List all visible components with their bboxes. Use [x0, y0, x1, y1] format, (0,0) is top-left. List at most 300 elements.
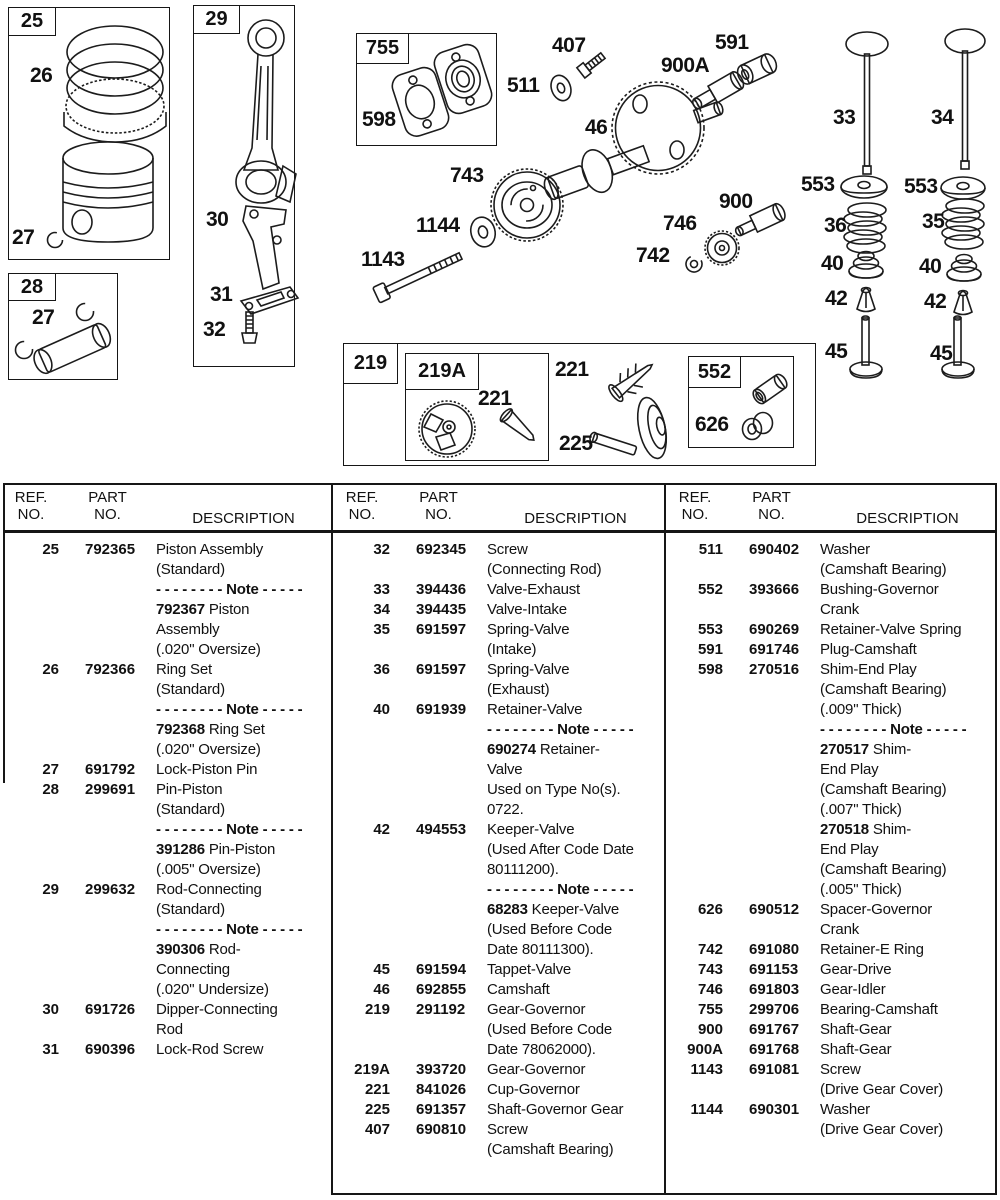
- ref-no-cell: 33: [373, 581, 390, 598]
- table-row: [3, 860, 331, 880]
- part-no-cell: [59, 920, 156, 940]
- ref-no-cell: 26: [42, 661, 59, 678]
- description-cell: Bushing-Governor: [820, 581, 939, 598]
- part-no-cell: [723, 780, 820, 800]
- table-row: [334, 680, 664, 700]
- description-cell: Piston Assembly: [156, 541, 264, 558]
- part-no-cell: [390, 860, 487, 880]
- ref-no-cell: 626: [697, 901, 723, 918]
- description-cell: - - - - - - - - Note - - - - -: [156, 581, 303, 598]
- ref-no-cell: [334, 920, 390, 940]
- drive-gear-washer-illustration: [468, 214, 499, 249]
- table-row: [667, 980, 995, 1000]
- description-cell: (Camshaft Bearing): [820, 681, 947, 698]
- callout-598: 598: [362, 108, 396, 131]
- callout-32: 32: [203, 318, 226, 341]
- part-no-cell: [59, 960, 156, 980]
- ref-no-cell: 221: [364, 1081, 390, 1098]
- description-cell: Bearing-Camshaft: [820, 1001, 938, 1018]
- part-no-cell: [59, 700, 156, 720]
- ref-no-cell: 34: [373, 601, 390, 618]
- ref-no-cell: [3, 640, 59, 660]
- table-row: [3, 660, 331, 680]
- table-row: [3, 580, 331, 600]
- table-border-right: [995, 483, 997, 1195]
- ref-no-cell: 27: [42, 761, 59, 778]
- ref-no-cell: [334, 560, 390, 580]
- ref-no-cell: 32: [373, 541, 390, 558]
- description-header: DESCRIPTION: [856, 510, 959, 527]
- part-no-cell: [59, 740, 156, 760]
- part-no-cell: 692345: [416, 541, 467, 558]
- exhaust-valve-spring-illustration: [844, 203, 886, 253]
- ref-no-cell: [667, 700, 723, 720]
- table-row: [3, 900, 331, 920]
- callout-31: 31: [210, 283, 233, 306]
- ref-no-cell: 1143: [690, 1061, 723, 1078]
- table-row: [3, 560, 331, 580]
- group-box-29: [193, 5, 295, 367]
- table-divider-1: [331, 483, 333, 1195]
- description-cell: Screw: [487, 541, 528, 558]
- description-cell: Washer: [820, 1101, 870, 1118]
- description-cell: - - - - - - - - Note - - - - -: [820, 721, 967, 738]
- table-row: [667, 740, 995, 760]
- description-cell: (Drive Gear Cover): [820, 1121, 944, 1138]
- description-cell: 690274 Retainer-: [487, 741, 600, 758]
- part-no-cell: [723, 740, 820, 760]
- callout-45: 45: [930, 342, 953, 365]
- part-no-cell: [390, 720, 487, 740]
- part-no-cell: 691081: [749, 1061, 800, 1078]
- description-cell: Dipper-Connecting: [156, 1001, 278, 1018]
- table-row: [3, 1000, 331, 1020]
- part-no-cell: [723, 600, 820, 620]
- description-cell: Spring-Valve: [487, 661, 570, 678]
- part-no-cell: [390, 760, 487, 780]
- part-no-cell: 691768: [749, 1041, 800, 1058]
- part-no-cell: 691080: [749, 941, 800, 958]
- description-cell: Valve-Intake: [487, 601, 567, 618]
- ref-no-cell: [334, 740, 390, 760]
- callout-46: 46: [585, 116, 608, 139]
- table-row: [334, 1080, 664, 1100]
- part-no-cell: 393666: [749, 581, 800, 598]
- ref-no-cell: 511: [698, 541, 723, 558]
- ref-no-cell: 40: [373, 701, 390, 718]
- callout-45: 45: [825, 340, 848, 363]
- ref-no-cell: [334, 900, 390, 920]
- part-no-cell: [723, 840, 820, 860]
- table-row: [667, 760, 995, 780]
- part-no-cell: 691767: [749, 1021, 800, 1038]
- part-no-cell: 690810: [416, 1121, 467, 1138]
- table-row: [334, 1060, 664, 1080]
- ref-no-cell: 30: [42, 1001, 59, 1018]
- callout-221: 221: [555, 358, 589, 381]
- description-cell: (Camshaft Bearing): [820, 861, 947, 878]
- valve-tappet-left-illustration: [850, 316, 882, 378]
- ref-no-cell: [3, 940, 59, 960]
- ref-no-cell: 598: [697, 661, 723, 678]
- part-no-cell: 299706: [749, 1001, 800, 1018]
- column-2-header: REF. NO. PART NO. DESCRIPTION: [334, 483, 664, 527]
- ref-no-cell: [3, 920, 59, 940]
- column-3-body: [667, 540, 995, 1140]
- description-cell: Screw: [820, 1061, 861, 1078]
- table-row: [334, 800, 664, 820]
- callout-511: 511: [507, 74, 540, 97]
- description-cell: 0722.: [487, 801, 524, 818]
- group-box-25: [8, 7, 170, 260]
- part-no-cell: [59, 980, 156, 1000]
- part-no-cell: [390, 560, 487, 580]
- part-no-cell: 299691: [85, 781, 136, 798]
- ref-no-header: REF.: [678, 489, 712, 506]
- table-row: [334, 860, 664, 880]
- table-row: [3, 720, 331, 740]
- table-row: [334, 580, 664, 600]
- callout-33: 33: [833, 106, 856, 129]
- group-box-219A-label: 219A: [406, 354, 479, 390]
- table-row: [667, 1000, 995, 1020]
- part-no-cell: 691792: [85, 761, 136, 778]
- part-no-cell: 494553: [416, 821, 467, 838]
- description-cell: - - - - - - - - Note - - - - -: [487, 721, 634, 738]
- table-row: [667, 820, 995, 840]
- description-cell: (Standard): [156, 561, 225, 578]
- description-cell: Cup-Governor: [487, 1081, 580, 1098]
- ref-no-cell: [3, 980, 59, 1000]
- part-no-cell: [390, 1140, 487, 1160]
- description-cell: Spring-Valve: [487, 621, 570, 638]
- column-1-body: [3, 540, 331, 1060]
- part-no-cell: 691594: [416, 961, 467, 978]
- table-row: [3, 980, 331, 1000]
- description-cell: Rod-Connecting: [156, 881, 262, 898]
- group-box-28-label: 28: [9, 274, 56, 301]
- ref-no-cell: 553: [697, 621, 723, 638]
- part-no-cell: [390, 800, 487, 820]
- description-cell: Used on Type No(s).: [487, 781, 621, 798]
- part-no-cell: 690269: [749, 621, 800, 638]
- description-cell: Valve-Exhaust: [487, 581, 581, 598]
- ref-no-cell: [3, 580, 59, 600]
- description-cell: (Standard): [156, 901, 225, 918]
- ref-no-cell: [334, 640, 390, 660]
- table-row: [667, 660, 995, 680]
- part-no-cell: 291192: [416, 1001, 466, 1018]
- ref-no-cell: [334, 880, 390, 900]
- callout-591: 591: [715, 31, 749, 54]
- part-no-cell: [390, 740, 487, 760]
- ref-no-cell: [3, 680, 59, 700]
- ref-no-cell: 219A: [354, 1061, 390, 1078]
- callout-225: 225: [559, 432, 593, 455]
- table-row: [334, 920, 664, 940]
- group-box-755-label: 755: [357, 34, 409, 64]
- part-no-cell: [59, 720, 156, 740]
- ref-no-cell: [3, 700, 59, 720]
- ref-no-cell: [667, 600, 723, 620]
- part-no-cell: 270516: [749, 661, 800, 678]
- description-cell: Tappet-Valve: [487, 961, 572, 978]
- table-row: [3, 700, 331, 720]
- part-no-cell: [723, 760, 820, 780]
- part-no-cell: [59, 800, 156, 820]
- ref-no-cell: [667, 1080, 723, 1100]
- description-cell: 270518 Shim-: [820, 821, 911, 838]
- table-row: [334, 720, 664, 740]
- part-no-cell: [723, 700, 820, 720]
- parts-column-1: [3, 483, 331, 1060]
- part-no-cell: 691939: [416, 701, 467, 718]
- table-row: [667, 900, 995, 920]
- part-no-cell: [59, 580, 156, 600]
- table-row: [334, 660, 664, 680]
- part-no-cell: [390, 880, 487, 900]
- part-no-cell: 690301: [749, 1101, 800, 1118]
- table-row: [667, 1080, 995, 1100]
- intake-valve-spring-illustration: [942, 199, 984, 249]
- table-row: [3, 840, 331, 860]
- valve-keeper-left-illustration: [857, 288, 875, 312]
- part-no-cell: [390, 780, 487, 800]
- ref-no-cell: 407: [364, 1121, 390, 1138]
- description-cell: Shaft-Gear: [820, 1021, 892, 1038]
- description-cell: (Connecting Rod): [487, 561, 602, 578]
- description-header: DESCRIPTION: [192, 510, 295, 527]
- callout-626: 626: [695, 413, 729, 436]
- table-row: [667, 800, 995, 820]
- description-cell: (.005" Thick): [820, 881, 902, 898]
- exploded-view-diagram: [0, 0, 1000, 483]
- table-row: [667, 1040, 995, 1060]
- callout-35: 35: [922, 210, 945, 233]
- table-row: [334, 1040, 664, 1060]
- part-no-cell: [59, 620, 156, 640]
- table-row: [3, 740, 331, 760]
- callout-40: 40: [821, 252, 844, 275]
- table-row: [667, 720, 995, 740]
- description-cell: Lock-Rod Screw: [156, 1041, 264, 1058]
- part-no-cell: 690402: [749, 541, 800, 558]
- ref-no-cell: [3, 840, 59, 860]
- part-no-cell: [723, 560, 820, 580]
- group-box-552-label: 552: [689, 357, 741, 388]
- description-cell: End Play: [820, 761, 879, 778]
- ref-no-cell: [667, 920, 723, 940]
- table-row: [667, 700, 995, 720]
- part-no-cell: [723, 800, 820, 820]
- exhaust-valve-illustration: [846, 32, 888, 174]
- description-cell: (.005" Oversize): [156, 861, 261, 878]
- table-row: [667, 600, 995, 620]
- description-cell: Shaft-Governor Gear: [487, 1101, 624, 1118]
- table-row: [334, 940, 664, 960]
- part-no-cell: 690396: [85, 1041, 136, 1058]
- ref-no-cell: 1144: [690, 1101, 723, 1118]
- ref-no-cell: [334, 1040, 390, 1060]
- ref-no-cell: [3, 860, 59, 880]
- description-cell: Shaft-Gear: [820, 1041, 892, 1058]
- callout-42: 42: [924, 290, 947, 313]
- description-cell: 80111200).: [487, 861, 559, 878]
- description-cell: (Used After Code Date: [487, 841, 634, 858]
- part-no-cell: [723, 680, 820, 700]
- description-cell: Keeper-Valve: [487, 821, 575, 838]
- part-no-cell: [723, 920, 820, 940]
- ref-no-cell: 42: [373, 821, 390, 838]
- table-row: [334, 620, 664, 640]
- table-row: [334, 640, 664, 660]
- callout-30: 30: [206, 208, 229, 231]
- ref-no-cell: 591: [697, 641, 723, 658]
- part-no-cell: [723, 1080, 820, 1100]
- table-row: [3, 1040, 331, 1060]
- callout-900A: 900A: [661, 54, 710, 77]
- parts-column-2: [334, 483, 664, 1160]
- table-row: [334, 700, 664, 720]
- ref-no-cell: [667, 560, 723, 580]
- description-cell: (Used Before Code: [487, 921, 613, 938]
- description-cell: (.020" Oversize): [156, 741, 261, 758]
- description-cell: 792367 Piston: [156, 601, 250, 618]
- ref-no-cell: [3, 560, 59, 580]
- ref-no-cell: [334, 1140, 390, 1160]
- valve-spring-retainer-left-illustration: [841, 176, 887, 198]
- description-cell: Valve: [487, 761, 523, 778]
- table-row: [667, 640, 995, 660]
- part-no-cell: [59, 560, 156, 580]
- table-row: [3, 1020, 331, 1040]
- ref-no-cell: [667, 800, 723, 820]
- ref-no-cell: [3, 600, 59, 620]
- description-cell: (Standard): [156, 801, 225, 818]
- part-no-cell: [59, 860, 156, 880]
- part-no-cell: [390, 1020, 487, 1040]
- ref-no-cell: 900: [697, 1021, 723, 1038]
- column-1-header: REF. NO. PART NO. DESCRIPTION: [3, 483, 331, 527]
- ref-no-cell: [3, 900, 59, 920]
- ref-no-cell: 900A: [687, 1041, 723, 1058]
- ref-no-cell: 219: [364, 1001, 390, 1018]
- table-row: [667, 580, 995, 600]
- valve-spring-retainer-right-illustration: [941, 177, 985, 199]
- description-cell: - - - - - - - - Note - - - - -: [156, 821, 303, 838]
- description-cell: (Camshaft Bearing): [820, 781, 947, 798]
- description-cell: (.020" Undersize): [156, 981, 269, 998]
- description-cell: Crank: [820, 921, 860, 938]
- table-row: [334, 840, 664, 860]
- part-no-cell: 691746: [749, 641, 800, 658]
- callout-26: 26: [30, 64, 53, 87]
- table-row: [334, 1000, 664, 1020]
- description-cell: Date 78062000).: [487, 1041, 596, 1058]
- valve-retainer-right-illustration: [947, 255, 981, 282]
- idler-gear-illustration: [705, 231, 739, 265]
- part-no-cell: [59, 640, 156, 660]
- description-cell: Shim-End Play: [820, 661, 917, 678]
- ref-no-cell: [667, 680, 723, 700]
- description-cell: (Intake): [487, 641, 537, 658]
- table-row: [3, 600, 331, 620]
- description-cell: Retainer-E Ring: [820, 941, 924, 958]
- table-row: [667, 540, 995, 560]
- part-no-cell: [59, 600, 156, 620]
- table-row: [3, 780, 331, 800]
- ref-no-cell: [334, 780, 390, 800]
- table-row: [667, 860, 995, 880]
- description-cell: Plug-Camshaft: [820, 641, 917, 658]
- part-no-cell: [390, 840, 487, 860]
- callout-553: 553: [801, 173, 835, 196]
- callout-1144: 1144: [416, 214, 460, 237]
- description-cell: Assembly: [156, 621, 220, 638]
- part-no-cell: 792366: [85, 661, 136, 678]
- part-no-cell: 394436: [416, 581, 467, 598]
- table-row: [667, 1100, 995, 1120]
- table-row: [334, 1020, 664, 1040]
- ref-no-cell: [667, 760, 723, 780]
- description-cell: Screw: [487, 1121, 528, 1138]
- ref-no-cell: [667, 740, 723, 760]
- description-cell: Washer: [820, 541, 870, 558]
- e-ring-illustration: [683, 253, 705, 275]
- table-row: [667, 960, 995, 980]
- table-row: [667, 680, 995, 700]
- description-cell: Gear-Idler: [820, 981, 886, 998]
- ref-no-cell: [334, 720, 390, 740]
- parts-table: [0, 483, 1000, 1200]
- part-no-cell: [723, 1120, 820, 1140]
- ref-no-cell: [334, 840, 390, 860]
- table-row: [667, 1020, 995, 1040]
- column-2-body: [334, 540, 664, 1160]
- part-no-cell: 841026: [416, 1081, 467, 1098]
- table-row: [667, 940, 995, 960]
- callout-221: 221: [478, 387, 512, 410]
- callout-27: 27: [12, 226, 35, 249]
- description-cell: Camshaft: [487, 981, 550, 998]
- callout-1143: 1143: [361, 248, 405, 271]
- group-box-25-label: 25: [9, 8, 56, 36]
- table-row: [334, 760, 664, 780]
- table-row: [334, 780, 664, 800]
- part-no-cell: [723, 860, 820, 880]
- table-row: [3, 760, 331, 780]
- part-no-header: PART: [88, 489, 127, 506]
- part-no-cell: 299632: [85, 881, 136, 898]
- part-no-cell: 393720: [416, 1061, 467, 1078]
- table-row: [334, 900, 664, 920]
- description-cell: (.007" Thick): [820, 801, 902, 818]
- table-row: [667, 1120, 995, 1140]
- part-no-cell: 691726: [85, 1001, 136, 1018]
- description-cell: Retainer-Valve: [487, 701, 583, 718]
- part-no-cell: [59, 820, 156, 840]
- ref-no-cell: [667, 720, 723, 740]
- description-cell: 792368 Ring Set: [156, 721, 265, 738]
- camshaft-plug-illustration: [735, 51, 780, 86]
- callout-36: 36: [824, 214, 847, 237]
- description-cell: 390306 Rod-: [156, 941, 241, 958]
- part-no-cell: [723, 880, 820, 900]
- callout-27: 27: [32, 306, 55, 329]
- parts-column-3: [667, 483, 995, 1140]
- description-cell: (Drive Gear Cover): [820, 1081, 944, 1098]
- table-row: [334, 880, 664, 900]
